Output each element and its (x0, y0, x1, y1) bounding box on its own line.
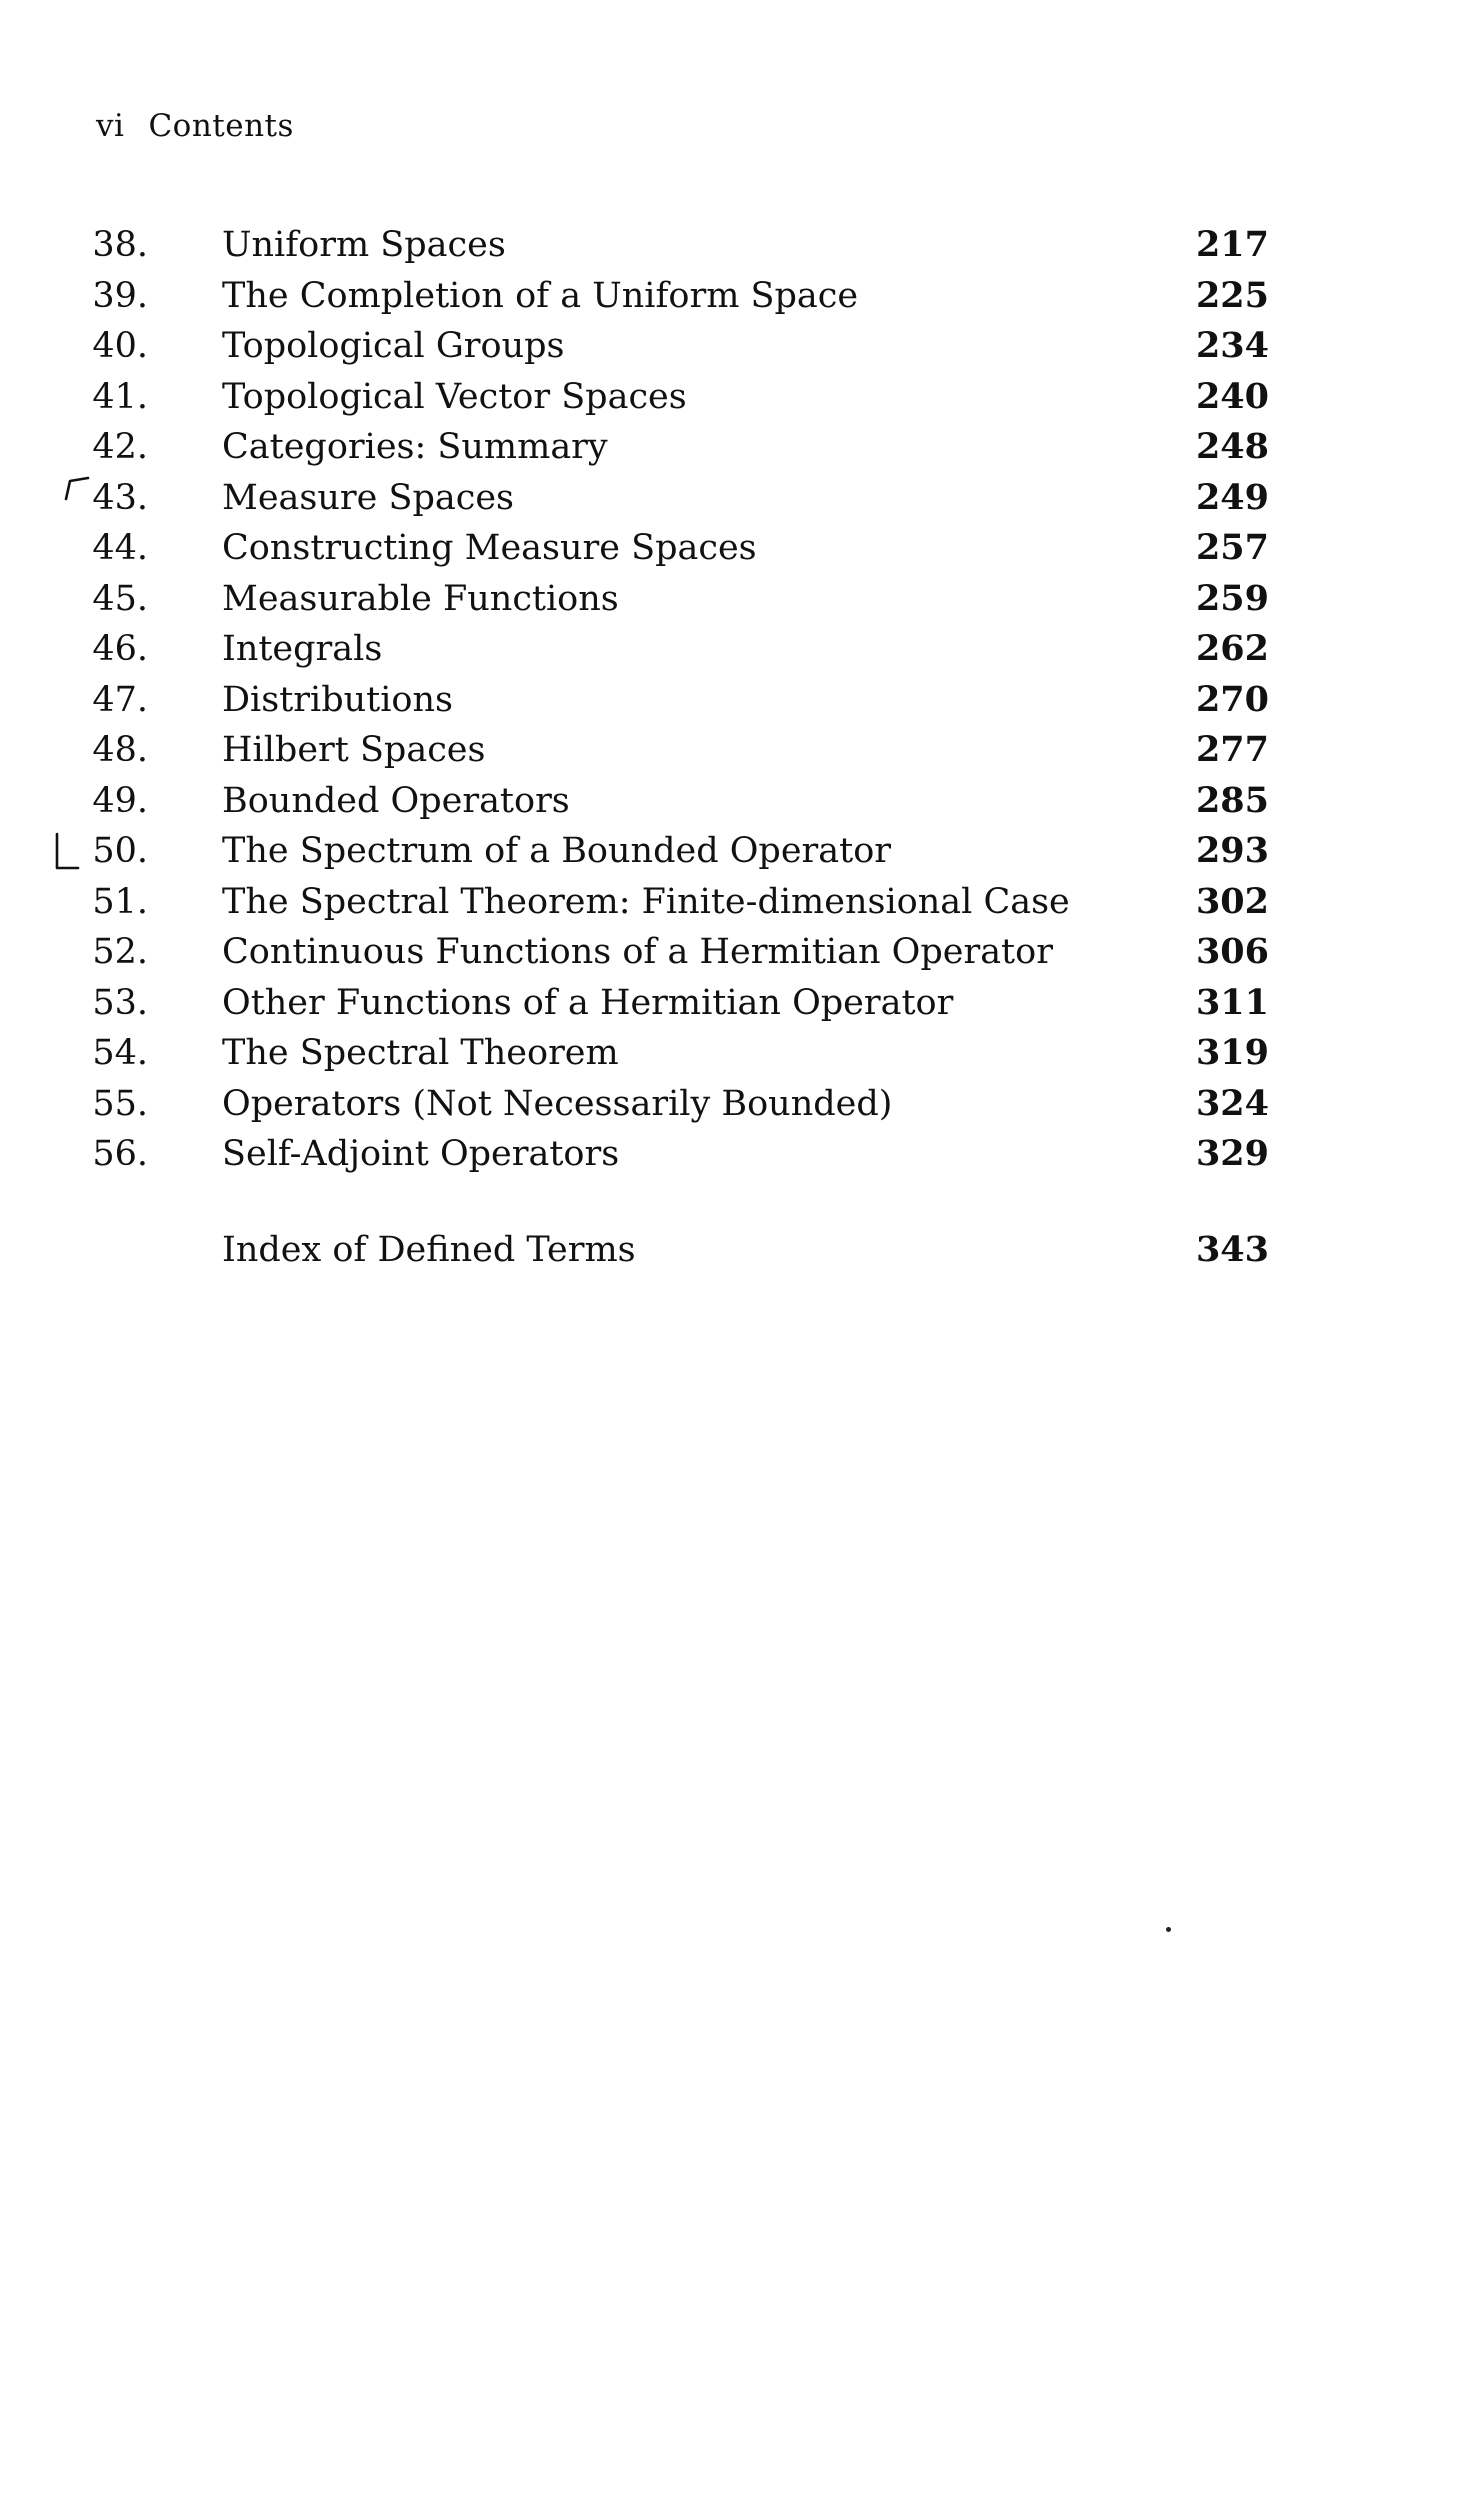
toc-entry-number: 38. (92, 225, 148, 265)
toc-entry-page: 240 (1195, 375, 1269, 417)
toc-entry-title: The Completion of a Uniform Space (222, 275, 859, 316)
toc-entry-page: 257 (1195, 527, 1269, 568)
toc-entry-title: Topological Vector Spaces (222, 376, 687, 417)
toc-entry-page: 306 (1195, 931, 1269, 972)
toc-entry-number: 47. (92, 679, 148, 720)
index-entry-page: 343 (1195, 1229, 1269, 1270)
toc-entry-number: 41. (92, 376, 148, 417)
toc-entry-page: 277 (1195, 729, 1269, 770)
toc-entry-page: 319 (1195, 1032, 1269, 1073)
toc-entry-page: 293 (1195, 830, 1269, 871)
stray-dot-mark (1166, 1927, 1171, 1932)
toc-entry-number: 48. (92, 730, 148, 770)
toc-entry-number: 55. (92, 1083, 148, 1124)
toc-entry (0, 271, 1461, 322)
running-head-title: Contents (148, 108, 294, 144)
toc-entry (0, 574, 1461, 625)
toc-entry-title: Constructing Measure Spaces (222, 528, 757, 568)
toc-entry-page: 234 (1195, 325, 1269, 366)
toc-entry (0, 624, 1461, 675)
toc-entry-number: 46. (92, 629, 148, 669)
toc-entry-number: 56. (92, 1134, 148, 1174)
toc-entry-title: Uniform Spaces (222, 225, 506, 265)
toc-entry (0, 675, 1461, 726)
toc-entry-number: 45. (92, 578, 148, 619)
toc-entry-title: The Spectral Theorem (222, 1033, 619, 1073)
toc-entry-page: 262 (1195, 628, 1269, 669)
toc-entry-title: Other Functions of a Hermitian Operator (222, 982, 954, 1023)
toc-entry-title: Topological Groups (222, 326, 565, 366)
toc-entry-page: 270 (1195, 678, 1269, 720)
toc-entry-title: Measurable Functions (222, 578, 619, 619)
toc-entry-number: 42. (92, 427, 148, 467)
toc-entry-number: 53. (92, 982, 148, 1023)
toc-entry (0, 422, 1461, 473)
toc-entry-number: 40. (92, 326, 148, 366)
toc-entry-title: The Spectral Theorem: Finite-dimensional Case (222, 881, 1070, 922)
page-folio: vi (96, 108, 125, 144)
toc-entry-title: Continuous Functions of a Hermitian Operator (222, 932, 1053, 972)
toc-entry-number: 49. (92, 780, 148, 821)
toc-entry (0, 523, 1461, 574)
toc-entry-title: Bounded Operators (222, 780, 570, 821)
toc-entry-title: The Spectrum of a Bounded Operator (222, 831, 892, 871)
toc-entry (0, 473, 1461, 524)
toc-entry-title: Operators (Not Necessarily Bounded) (222, 1083, 893, 1124)
toc-entry-number: 44. (92, 528, 148, 568)
table-of-contents (0, 220, 1461, 1180)
toc-entry-page: 311 (1195, 981, 1269, 1023)
toc-entry-page: 225 (1195, 274, 1269, 316)
toc-entry-title: Hilbert Spaces (222, 730, 486, 770)
toc-entry-title: Distributions (222, 679, 453, 720)
toc-entry-number: 39. (92, 275, 148, 316)
toc-entry (0, 321, 1461, 372)
toc-entry (0, 220, 1461, 271)
toc-entry (0, 877, 1461, 928)
toc-entry-title: Self-Adjoint Operators (222, 1134, 620, 1174)
toc-entry-page: 259 (1195, 577, 1269, 619)
toc-entry (0, 372, 1461, 423)
toc-entry (0, 1079, 1461, 1130)
toc-entry-page: 248 (1195, 426, 1269, 467)
toc-entry-page: 217 (1195, 224, 1269, 265)
toc-entry-number: 51. (92, 881, 148, 922)
toc-entry-page: 302 (1195, 880, 1269, 922)
index-entry-title: Index of Defined Terms (222, 1230, 636, 1270)
toc-entry (0, 1129, 1461, 1180)
index-entry (0, 1225, 1461, 1276)
toc-entry-number: 43. (92, 477, 148, 518)
toc-entry-page: 324 (1195, 1082, 1269, 1124)
toc-entry-number: 52. (92, 932, 148, 972)
toc-entry-page: 249 (1195, 476, 1269, 518)
toc-entry-page: 329 (1195, 1133, 1269, 1174)
toc-entry (0, 978, 1461, 1029)
toc-entry (0, 725, 1461, 776)
toc-entry (0, 1028, 1461, 1079)
running-head (96, 108, 294, 144)
toc-entry-title: Measure Spaces (222, 477, 515, 518)
toc-entry (0, 776, 1461, 827)
toc-entry (0, 927, 1461, 978)
toc-entry (0, 826, 1461, 877)
toc-entry-page: 285 (1195, 779, 1269, 821)
toc-entry-number: 50. (92, 831, 148, 871)
toc-entry-number: 54. (92, 1033, 148, 1073)
toc-entry-title: Integrals (222, 629, 383, 669)
toc-entry-title: Categories: Summary (222, 427, 608, 467)
